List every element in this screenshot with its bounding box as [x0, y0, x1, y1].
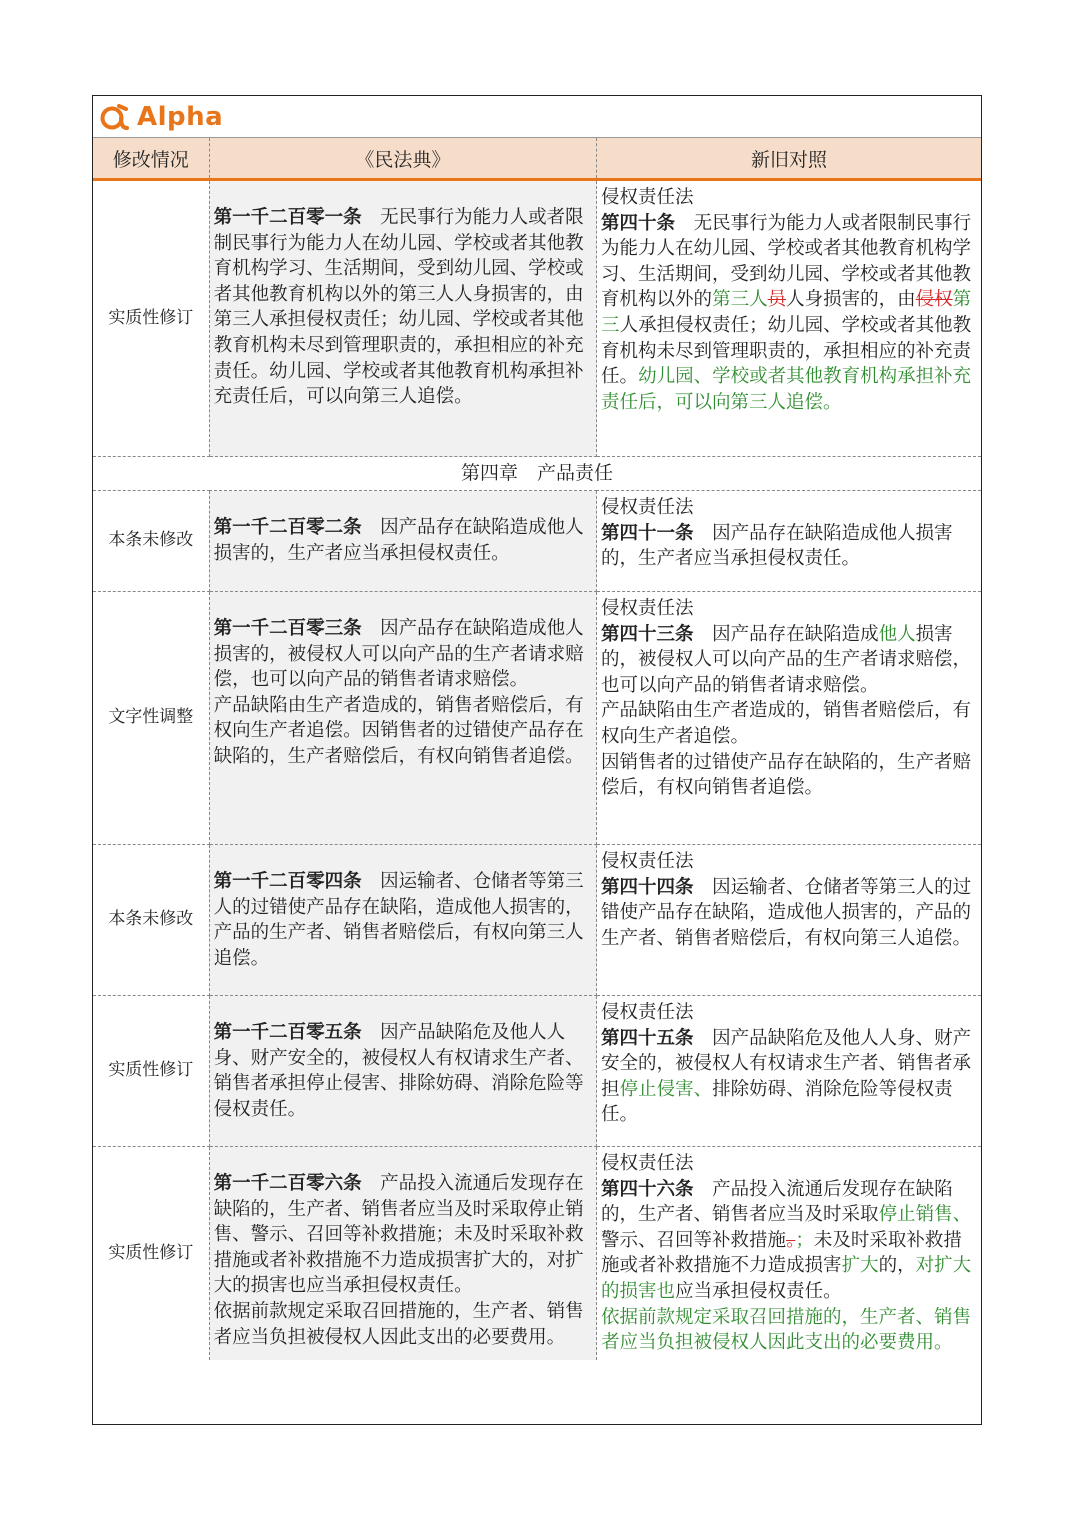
- old-paragraph: 产品缺陷由生产者造成的，销售者赔偿后，有权向生产者追偿。: [601, 700, 972, 747]
- status-cell: 本条未修改: [93, 491, 209, 592]
- civil-article-number: 第一千二百零一条: [213, 207, 362, 228]
- civil-article-number: 第一千二百零五条: [213, 1022, 362, 1043]
- civil-article-number: 第一千二百零三条: [213, 618, 362, 639]
- chapter-title: 第四章 产品责任: [93, 457, 981, 491]
- civil-article-number: 第一千二百零二条: [213, 517, 362, 538]
- old-article-number: 第四十一条: [601, 522, 694, 544]
- table-row: [93, 845, 981, 996]
- comparison-cell: [597, 1147, 981, 1360]
- status-cell: 实质性修订: [93, 1147, 209, 1360]
- civil-code-cell: [209, 1147, 596, 1360]
- added-text: 幼儿园、学校或者其他教育机构承担补充责任后，可以向第三人追偿。: [601, 366, 972, 413]
- brand-name: Alpha: [137, 101, 224, 132]
- deleted-text: 。: [786, 1229, 796, 1251]
- status-cell: 文字性调整: [93, 592, 209, 845]
- header-status: 修改情况: [93, 138, 209, 180]
- comparison-table: [93, 138, 981, 1360]
- old-article-number: 第四十条: [601, 212, 676, 234]
- old-text: 排除妨碍、消除危险等侵权责任。: [601, 1078, 953, 1126]
- source-law: 侵权责任法: [601, 598, 694, 619]
- brand-bar: [93, 96, 981, 138]
- civil-article-number: 第一千二百零四条: [213, 871, 362, 892]
- status-cell: 实质性修订: [93, 996, 209, 1147]
- civil-article-text: 因运输者、仓储者等第三人的过错使产品存在缺陷，造成他人损害的，产品的生产者、销售者赔偿后，有权向第三人追偿。: [213, 871, 584, 969]
- old-text: 因产品存在缺陷造成: [693, 623, 879, 645]
- civil-article-paragraph: 产品缺陷由生产者造成的，销售者赔偿后，有权向生产者追偿。因销售者的过错使产品存在缺陷的，生产者赔偿后，有权向销售者追偿。: [213, 694, 584, 767]
- civil-article-text: 因产品缺陷危及他人人身、财产安全的，被侵权人有权请求生产者、销售者承担停止侵害、排除妨碍、消除危险等侵权责任。: [213, 1022, 584, 1120]
- comparison-cell: [597, 491, 981, 592]
- old-text: 的，: [878, 1255, 916, 1277]
- civil-article-number: 第一千二百零六条: [213, 1173, 362, 1194]
- comparison-cell: [597, 996, 981, 1147]
- old-text: 因运输者、仓储者等第三人的过错使产品存在缺陷，造成他人损害的，产品的生产者、销售者赔偿后，有权向第三人追偿。: [601, 876, 972, 949]
- civil-code-cell: [209, 180, 596, 457]
- old-text: 应当承担侵权责任。: [675, 1280, 842, 1302]
- added-text: 扩大: [841, 1255, 879, 1277]
- civil-article-text: 因产品存在缺陷造成他人损害的，生产者应当承担侵权责任。: [213, 517, 584, 564]
- old-paragraph: 因销售者的过错使产品存在缺陷的，生产者赔偿后，有权向销售者追偿。: [601, 751, 972, 799]
- comparison-cell: [597, 180, 981, 457]
- civil-article-paragraph: 依据前款规定采取召回措施的，生产者、销售者应当负担被侵权人因此支出的必要费用。: [213, 1300, 584, 1348]
- added-text: 他人: [878, 623, 916, 645]
- civil-code-cell: [209, 592, 596, 845]
- added-text: ；: [795, 1229, 814, 1251]
- comparison-cell: [597, 592, 981, 845]
- table-row: [93, 996, 981, 1147]
- added-paragraph: 依据前款规定采取召回措施的，生产者、销售者应当负担被侵权人因此支出的必要费用。: [601, 1306, 972, 1354]
- table-row: [93, 491, 981, 592]
- old-text: 无民事行为能力人或者限制民事行为能力人在幼儿园、学校或者其他教育机构学习、生活期间，受到幼儿园、学校或者其他教育机构以外的: [601, 212, 972, 311]
- added-text: 第三: [601, 289, 972, 336]
- old-article-number: 第四十四条: [601, 876, 694, 898]
- source-law: 侵权责任法: [601, 851, 694, 872]
- alpha-logo-icon: [99, 102, 129, 132]
- status-cell: 本条未修改: [93, 845, 209, 996]
- deleted-text: 员: [767, 289, 787, 311]
- source-law: 侵权责任法: [601, 1002, 694, 1023]
- old-article-number: 第四十三条: [601, 623, 694, 645]
- old-article-number: 第四十五条: [601, 1027, 694, 1049]
- added-text: 第三人: [712, 289, 768, 311]
- source-law: 侵权责任法: [601, 497, 694, 518]
- civil-article-text: 因产品存在缺陷造成他人损害的，被侵权人可以向产品的生产者请求赔偿，也可以向产品的销售者请求赔偿。: [213, 618, 584, 691]
- source-law: 侵权责任法: [601, 187, 694, 208]
- deleted-text: 侵权: [915, 289, 953, 311]
- comparison-document: [92, 95, 982, 1425]
- chapter-row: [93, 457, 981, 491]
- source-law: 侵权责任法: [601, 1153, 694, 1174]
- table-row: [93, 180, 981, 457]
- added-text: 对扩大的损害也: [601, 1255, 972, 1302]
- old-text: 因产品缺陷危及他人人身、财产安全的，被侵权人有权请求生产者、销售者承担: [601, 1027, 972, 1100]
- added-text: 停止销售、: [878, 1204, 972, 1226]
- old-text: 产品投入流通后发现存在缺陷的，生产者、销售者应当及时采取: [601, 1178, 953, 1226]
- status-cell: 实质性修订: [93, 180, 209, 457]
- civil-article-text: 产品投入流通后发现存在缺陷的，生产者、销售者应当及时采取停止销售、警示、召回等补救措施；未及时采取补救措施或者补救措施不力造成损害扩大的，对扩大的损害也应当承担侵权责任。: [213, 1173, 584, 1297]
- civil-article-text: 无民事行为能力人或者限制民事行为能力人在幼儿园、学校或者其他教育机构学习、生活期间，受到幼儿园、学校或者其他教育机构以外的第三人人身损害的，由第三人承担侵权责任；幼儿园、学校或者其他教育机构未尽到管理职责的，承担相应的补充责任。幼儿园、学校或者其他教育机构承担补充责任后，可以向第三人追偿。: [213, 207, 584, 408]
- old-text: 因产品存在缺陷造成他人损害的，生产者应当承担侵权责任。: [601, 522, 953, 570]
- old-text: 人身损害的，由: [786, 289, 916, 311]
- old-text: 人承担侵权责任；幼儿园、学校或者其他教育机构未尽到管理职责的，承担相应的补充责任。: [601, 314, 972, 388]
- added-text: 停止侵害、: [619, 1078, 713, 1100]
- table-header-row: [93, 138, 981, 180]
- table-row: [93, 592, 981, 845]
- civil-code-cell: [209, 491, 596, 592]
- header-civil-code: 《民法典》: [209, 138, 596, 180]
- old-article-number: 第四十六条: [601, 1178, 694, 1200]
- old-text: 损害的，被侵权人可以向产品的生产者请求赔偿，也可以向产品的销售者请求赔偿。: [601, 623, 972, 696]
- civil-code-cell: [209, 996, 596, 1147]
- table-row: [93, 1147, 981, 1360]
- header-comparison: 新旧对照: [597, 138, 981, 180]
- comparison-cell: [597, 845, 981, 996]
- old-text: 未及时采取补救措施或者补救措施不力造成损害: [601, 1229, 962, 1277]
- old-text: 警示、召回等补救措施: [601, 1229, 787, 1251]
- civil-code-cell: [209, 845, 596, 996]
